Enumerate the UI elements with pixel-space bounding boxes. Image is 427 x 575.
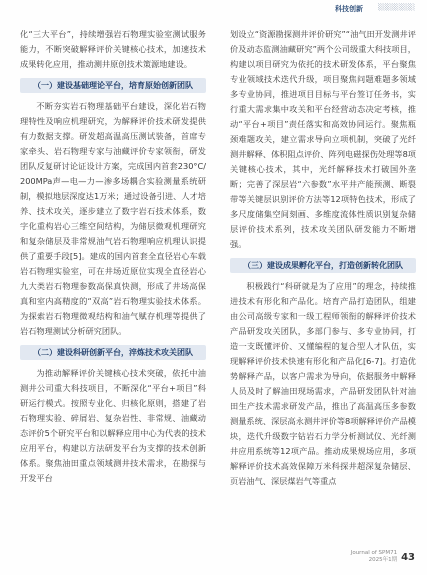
paragraph-research-continued: 划设立“资源勘探测井评价研究”“油气田开发测井评价及动态监测油藏研究”两个公司级重大科技项目，构建以项目研究为依托的技术研发体系，平台聚焦专业领域技术迭代升级，项目聚焦问题难题多领域多专业协同，推进项目目标与平台签订任务书，实行重大需求集中攻关和平台经营动态决定考核，推动“平台+项目”责任落实和高效协同运行。聚焦瓶颈难题攻关，建立需求导向立项机制，突破了光纤测井解释、体积阻点评价、阵列电磁探伤处理等8项关键核心技术，其中，光纤解释技术打破国外垄断；完善了深层岩“六参数”水平井产能预测、断裂带等关键层识别评价方法等12项特色技术，形成了多尺度储集空间刻画、多维度流体性质识别复杂储层评价技术系列，技术攻关团队研发能力不断增强。 <box>230 29 416 249</box>
paragraph-basic-theory: 不断夯实岩石物理基础平台建设，深化岩石物理特性及响应机理研究，为解释评价技术研发提供有力数据支撑。研发超高温高压测试装备，首席专家牵头、岩石物理专家与油藏评价专家领衔，研发团队反复研讨论证设计方案，完成国内首套230°C/200MPa声—电—力—渗多场耦合实验测量系统研制，模拟地层深度达1万米；通过设备引进、人才培养、技术攻关，逐步建立了数字岩石技术体系，数字化重构岩心三维空间结构，为储层微观机理研究和复杂储层及非常规油气岩石物理响应机理认识提供了重要手段[5]。建成的国内首套全直径岩心车载岩石物理实验室，可在井场近原位实现全直径岩心九大类岩石物理参数高保真快测，形成了井场高保真和室内高精度的“双高”岩石物理实验技术体系。为探索岩石物理微观结构和油气赋存机理等提供了岩石物理测试分析研究团队。 <box>20 101 206 336</box>
journal-name: Journal of SPM71 <box>350 550 398 556</box>
left-column <box>20 27 206 486</box>
section-heading-research-platform: （二）建设科研创新平台，淬炼技术攻关团队 <box>20 345 206 360</box>
paragraph-incubation-platform: 积极践行“科研就是为了应用”的理念，持续推进技术有形化和产品化。培育产品打造团队，组建由公司高级专家和一级工程师领衔的解释评价技术产品研发攻关团队，多部门参与、多专业协同，打造一支既懂评价、又懂编程的复合型人才队伍，实现解释评价技术快速有形化和产品化[6-7]。打造优势解释产品，以客户需求为导向，依据服务中解释人员及时了解油田现场需求，产品研发团队针对油田生产技术需求研发产品，推出了高温高压多参数测量系统、深层高永测井评价等8项解释评价产品模块，迭代升级数字钻岩石力学分析测试仪、光纤测井应用系统等12项产品。推动成果规场应用，多项解释评价技术高效保障万米科探井超深复杂储层、页岩油气、深层煤岩气等重点 <box>230 281 416 486</box>
page-footer <box>351 545 415 569</box>
paragraph-intro-continued: 化“三大平台”，持续增强岩石物理实验室测试服务能力，不断突破解释评价关键核心技术，加速技术成果转化应用，推动测井原创技术策源地建设。 <box>20 29 206 69</box>
section-sub-label: ░░░░░░░░ <box>378 4 415 11</box>
page-number: 43 <box>401 551 415 563</box>
right-column <box>230 27 416 489</box>
section-label: 科技创新 <box>335 5 363 13</box>
journal-issue: 2025年1期 <box>368 557 398 563</box>
page-header <box>0 0 427 20</box>
section-heading-basic-theory: （一）建设基础理论平台，培育原始创新团队 <box>20 78 206 93</box>
section-heading-incubation-platform: （三）建设成果孵化平台，打造创新转化团队 <box>230 258 416 273</box>
paragraph-research-platform: 为推动解释评价关键核心技术突破，依托中油测井公司重大科技项目，不断深化“平台+项目”科研运行模式。按照专业化、归核化原则，搭建了岩石物理实验、碎屑岩、复杂岩性、非常规、油藏动态评价5个研究平台和以解释应用中心为代表的技术应用平台，构建以方法研发平台为支撑的技术创新体系。聚焦油田重点领域测井技术需求，在勘探与开发平台 <box>20 368 206 483</box>
journal-info <box>351 550 397 564</box>
